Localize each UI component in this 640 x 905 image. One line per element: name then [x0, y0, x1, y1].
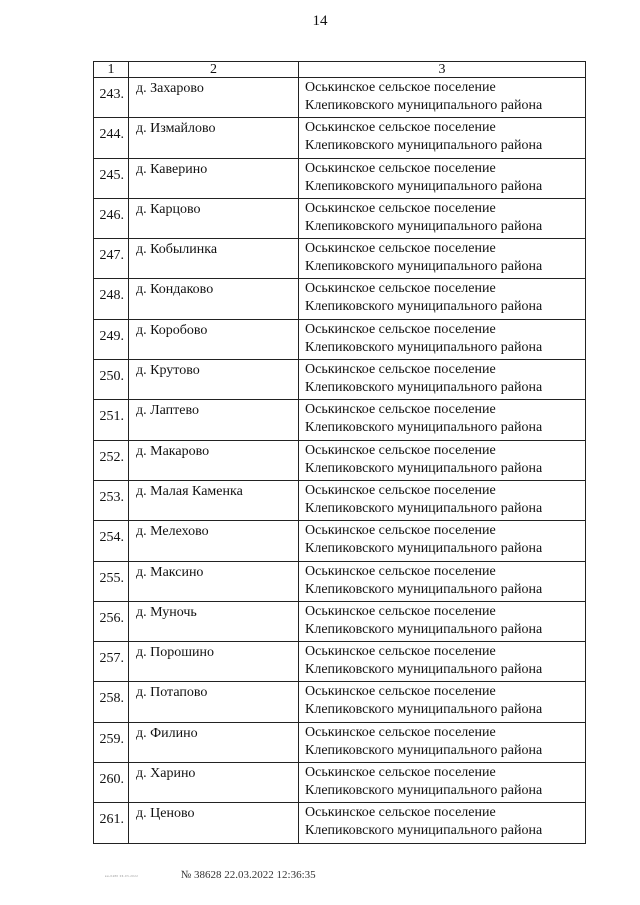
settlement-description-line1: Оськинское сельское поселение [305, 684, 496, 700]
row-number: 259. [99, 731, 124, 747]
row-number-cell [94, 561, 129, 601]
row-number-cell [94, 480, 129, 520]
page-number: 14 [312, 13, 328, 29]
row-number: 245. [99, 167, 124, 183]
settlement-description-line2: Клепиковского муниципального района [305, 218, 543, 234]
table-row [94, 239, 586, 279]
settlement-description-line2: Клепиковского муниципального района [305, 138, 543, 154]
row-number: 250. [99, 369, 124, 385]
table-header-row [94, 62, 586, 78]
settlement-description-line2: Клепиковского муниципального района [305, 541, 543, 557]
settlement-name: д. Муночь [129, 601, 299, 641]
column-header-municipality: 3 [299, 62, 586, 78]
settlement-description-line2: Клепиковского муниципального района [305, 98, 543, 113]
table-row [94, 763, 586, 803]
settlement-name: д. Крутово [129, 360, 299, 400]
settlement-description-line2: Клепиковского муниципального района [305, 742, 543, 758]
row-number: 260. [99, 772, 124, 788]
municipality-cell [299, 561, 586, 601]
settlement-description-line2: Клепиковского муниципального района [305, 783, 543, 799]
municipality-cell [299, 763, 586, 803]
row-number: 243. [99, 87, 124, 102]
settlement-description-line2: Клепиковского муниципального района [305, 299, 543, 315]
table-row [94, 198, 586, 238]
municipality-cell [299, 803, 586, 843]
table-row [94, 642, 586, 682]
municipality-cell [299, 279, 586, 319]
row-number-cell [94, 319, 129, 359]
document-footer [105, 869, 316, 881]
table-row [94, 440, 586, 480]
row-number-cell [94, 763, 129, 803]
settlement-description-line1: Оськинское сельское поселение [305, 281, 496, 297]
municipality-cell [299, 400, 586, 440]
municipality-cell [299, 319, 586, 359]
row-number: 251. [99, 409, 124, 425]
table-row [94, 682, 586, 722]
row-number: 252. [99, 449, 124, 465]
settlement-name: д. Кобылинка [129, 239, 299, 279]
settlement-description-line1: Оськинское сельское поселение [305, 321, 496, 337]
settlements-table [93, 61, 586, 844]
settlement-description-line2: Клепиковского муниципального района [305, 380, 543, 396]
row-number: 258. [99, 691, 124, 707]
settlement-name: д. Ценово [129, 803, 299, 843]
settlement-name: д. Малая Каменка [129, 480, 299, 520]
row-number: 249. [99, 328, 124, 344]
table-row [94, 360, 586, 400]
municipality-cell [299, 682, 586, 722]
settlement-description-line2: Клепиковского муниципального района [305, 662, 543, 678]
settlement-description-line1: Оськинское сельское поселение [305, 241, 496, 257]
settlement-description-line2: Клепиковского муниципального района [305, 460, 543, 476]
table-row [94, 400, 586, 440]
row-number-cell [94, 118, 129, 158]
row-number-cell [94, 400, 129, 440]
settlement-description-line1: Оськинское сельское поселение [305, 523, 496, 539]
row-number: 247. [99, 248, 124, 264]
settlement-description-line1: Оськинское сельское поселение [305, 402, 496, 418]
table-row [94, 521, 586, 561]
row-number-cell [94, 803, 129, 843]
table-row [94, 561, 586, 601]
column-header-name: 2 [129, 62, 299, 78]
table-row [94, 279, 586, 319]
settlement-description-line2: Клепиковского муниципального района [305, 259, 543, 275]
row-number-cell [94, 521, 129, 561]
municipality-cell [299, 722, 586, 762]
settlement-description-line1: Оськинское сельское поселение [305, 563, 496, 579]
settlement-description-line1: Оськинское сельское поселение [305, 644, 496, 660]
municipality-cell [299, 239, 586, 279]
settlement-name: д. Захарово [129, 78, 299, 118]
settlement-description-line1: Оськинское сельское поселение [305, 724, 496, 740]
settlement-description-line1: Оськинское сельское поселение [305, 765, 496, 781]
settlement-description-line2: Клепиковского муниципального района [305, 621, 543, 637]
municipality-cell [299, 521, 586, 561]
row-number: 248. [99, 288, 124, 304]
settlement-description-line1: Оськинское сельское поселение [305, 442, 496, 458]
table-row [94, 319, 586, 359]
row-number-cell [94, 722, 129, 762]
row-number-cell [94, 279, 129, 319]
row-number: 254. [99, 530, 124, 546]
municipality-cell [299, 360, 586, 400]
settlement-description-line2: Клепиковского муниципального района [305, 823, 543, 839]
settlement-description-line1: Оськинское сельское поселение [305, 482, 496, 498]
settlement-name: д. Коробово [129, 319, 299, 359]
registration-stamp: вн-0480 06.03.2022 [105, 873, 139, 878]
municipality-cell [299, 440, 586, 480]
municipality-cell [299, 158, 586, 198]
table-row [94, 803, 586, 843]
settlement-name: д. Харино [129, 763, 299, 803]
row-number: 244. [99, 127, 124, 143]
column-header-number: 1 [94, 62, 129, 78]
municipality-cell [299, 118, 586, 158]
row-number: 255. [99, 570, 124, 586]
row-number: 256. [99, 610, 124, 626]
table-row [94, 722, 586, 762]
row-number: 246. [99, 207, 124, 223]
settlement-description-line2: Клепиковского муниципального района [305, 339, 543, 355]
settlement-name: д. Каверино [129, 158, 299, 198]
settlement-name: д. Филино [129, 722, 299, 762]
settlement-description-line2: Клепиковского муниципального района [305, 178, 543, 194]
municipality-cell [299, 601, 586, 641]
municipality-cell [299, 198, 586, 238]
settlement-description-line2: Клепиковского муниципального района [305, 581, 543, 597]
settlement-name: д. Максино [129, 561, 299, 601]
row-number: 257. [99, 651, 124, 667]
settlement-name: д. Макарово [129, 440, 299, 480]
municipality-cell [299, 78, 586, 118]
row-number: 253. [99, 489, 124, 505]
settlement-description-line2: Клепиковского муниципального района [305, 702, 543, 718]
registration-number: № 38628 22.03.2022 12:36:35 [180, 869, 316, 881]
settlement-description-line1: Оськинское сельское поселение [305, 120, 496, 136]
settlement-name: д. Лаптево [129, 400, 299, 440]
settlement-name: д. Кондаково [129, 279, 299, 319]
table-row [94, 158, 586, 198]
row-number: 261. [99, 812, 124, 828]
row-number-cell [94, 360, 129, 400]
settlement-description-line2: Клепиковского муниципального района [305, 420, 543, 436]
settlement-name: д. Порошино [129, 642, 299, 682]
settlement-description-line1: Оськинское сельское поселение [305, 160, 496, 176]
table-row [94, 601, 586, 641]
settlement-name: д. Мелехово [129, 521, 299, 561]
row-number-cell [94, 642, 129, 682]
row-number-cell [94, 239, 129, 279]
municipality-cell [299, 642, 586, 682]
settlement-name: д. Карцово [129, 198, 299, 238]
settlement-description-line1: Оськинское сельское поселение [305, 200, 496, 216]
table-row [94, 78, 586, 118]
settlement-description-line1: Оськинское сельское поселение [305, 805, 496, 821]
municipality-cell [299, 480, 586, 520]
row-number-cell [94, 78, 129, 118]
settlement-name: д. Измайлово [129, 118, 299, 158]
settlement-description-line1: Оськинское сельское поселение [305, 603, 496, 619]
settlement-description-line1: Оськинское сельское поселение [305, 80, 496, 95]
row-number-cell [94, 440, 129, 480]
settlement-description-line2: Клепиковского муниципального района [305, 500, 543, 516]
table-row [94, 480, 586, 520]
row-number-cell [94, 158, 129, 198]
table-row [94, 118, 586, 158]
settlement-description-line1: Оськинское сельское поселение [305, 362, 496, 378]
row-number-cell [94, 198, 129, 238]
settlement-name: д. Потапово [129, 682, 299, 722]
row-number-cell [94, 682, 129, 722]
row-number-cell [94, 601, 129, 641]
